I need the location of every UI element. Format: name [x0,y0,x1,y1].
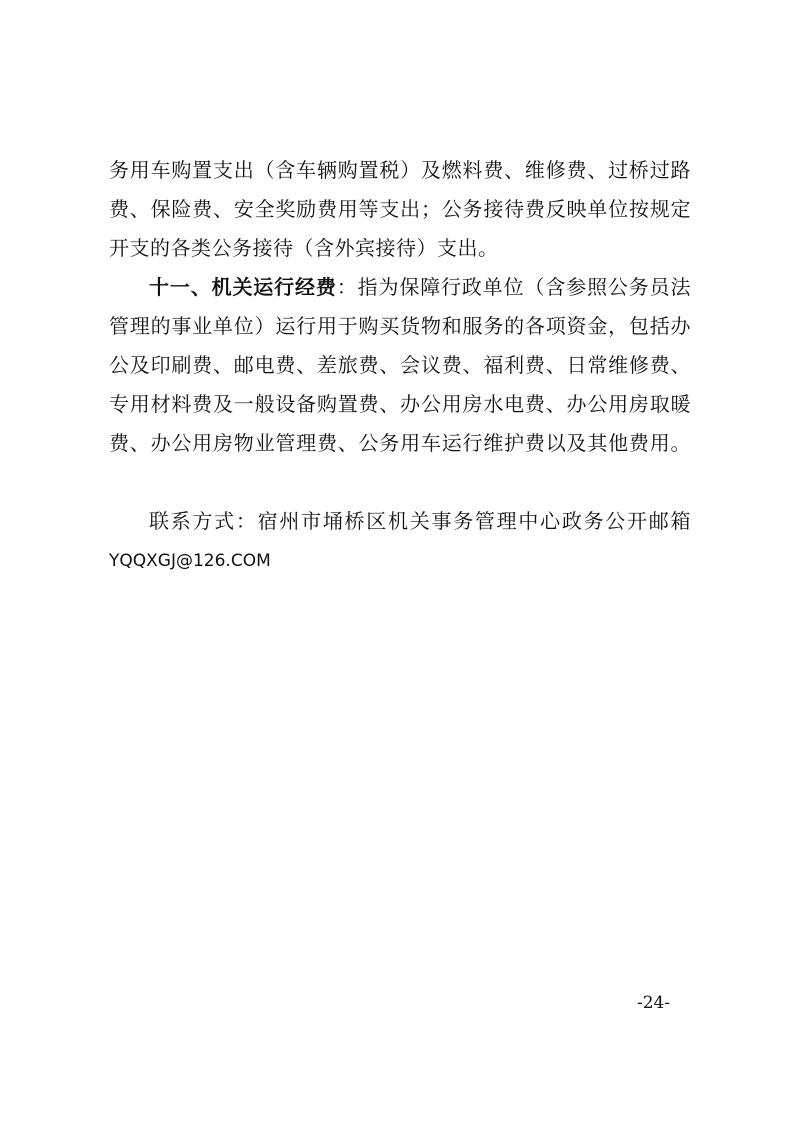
contact-line: 联系方式：宿州市埇桥区机关事务管理中心政务公开邮箱 [149,509,691,533]
section-11-heading: 十一、机关运行经费 [149,275,337,299]
section-11-line: 费、办公用房物业管理费、公务用车运行维护费以及其他费用。 [109,431,691,455]
page-number: -24- [637,993,671,1013]
section-11-line: 专用材料费及一般设备购置费、办公用房水电费、办公用房取暖 [109,392,691,416]
section-11-first-line [149,272,691,302]
contact-email: YQQXGJ@126.COM [109,551,271,571]
section-11-line: 管理的事业单位）运行用于购买货物和服务的各项资金，包括办 [109,314,691,338]
paragraph-line: 开支的各类公务接待（含外宾接待）支出。 [109,236,499,260]
section-11-line1-text: ：指为保障行政单位（含参照公务员法 [336,275,692,299]
paragraph-line: 务用车购置支出（含车辆购置税）及燃料费、维修费、过桥过路 [109,158,691,182]
section-11-line: 公及印刷费、邮电费、差旅费、会议费、福利费、日常维修费、 [109,353,691,377]
paragraph-line: 费、保险费、安全奖励费用等支出；公务接待费反映单位按规定 [109,197,691,221]
